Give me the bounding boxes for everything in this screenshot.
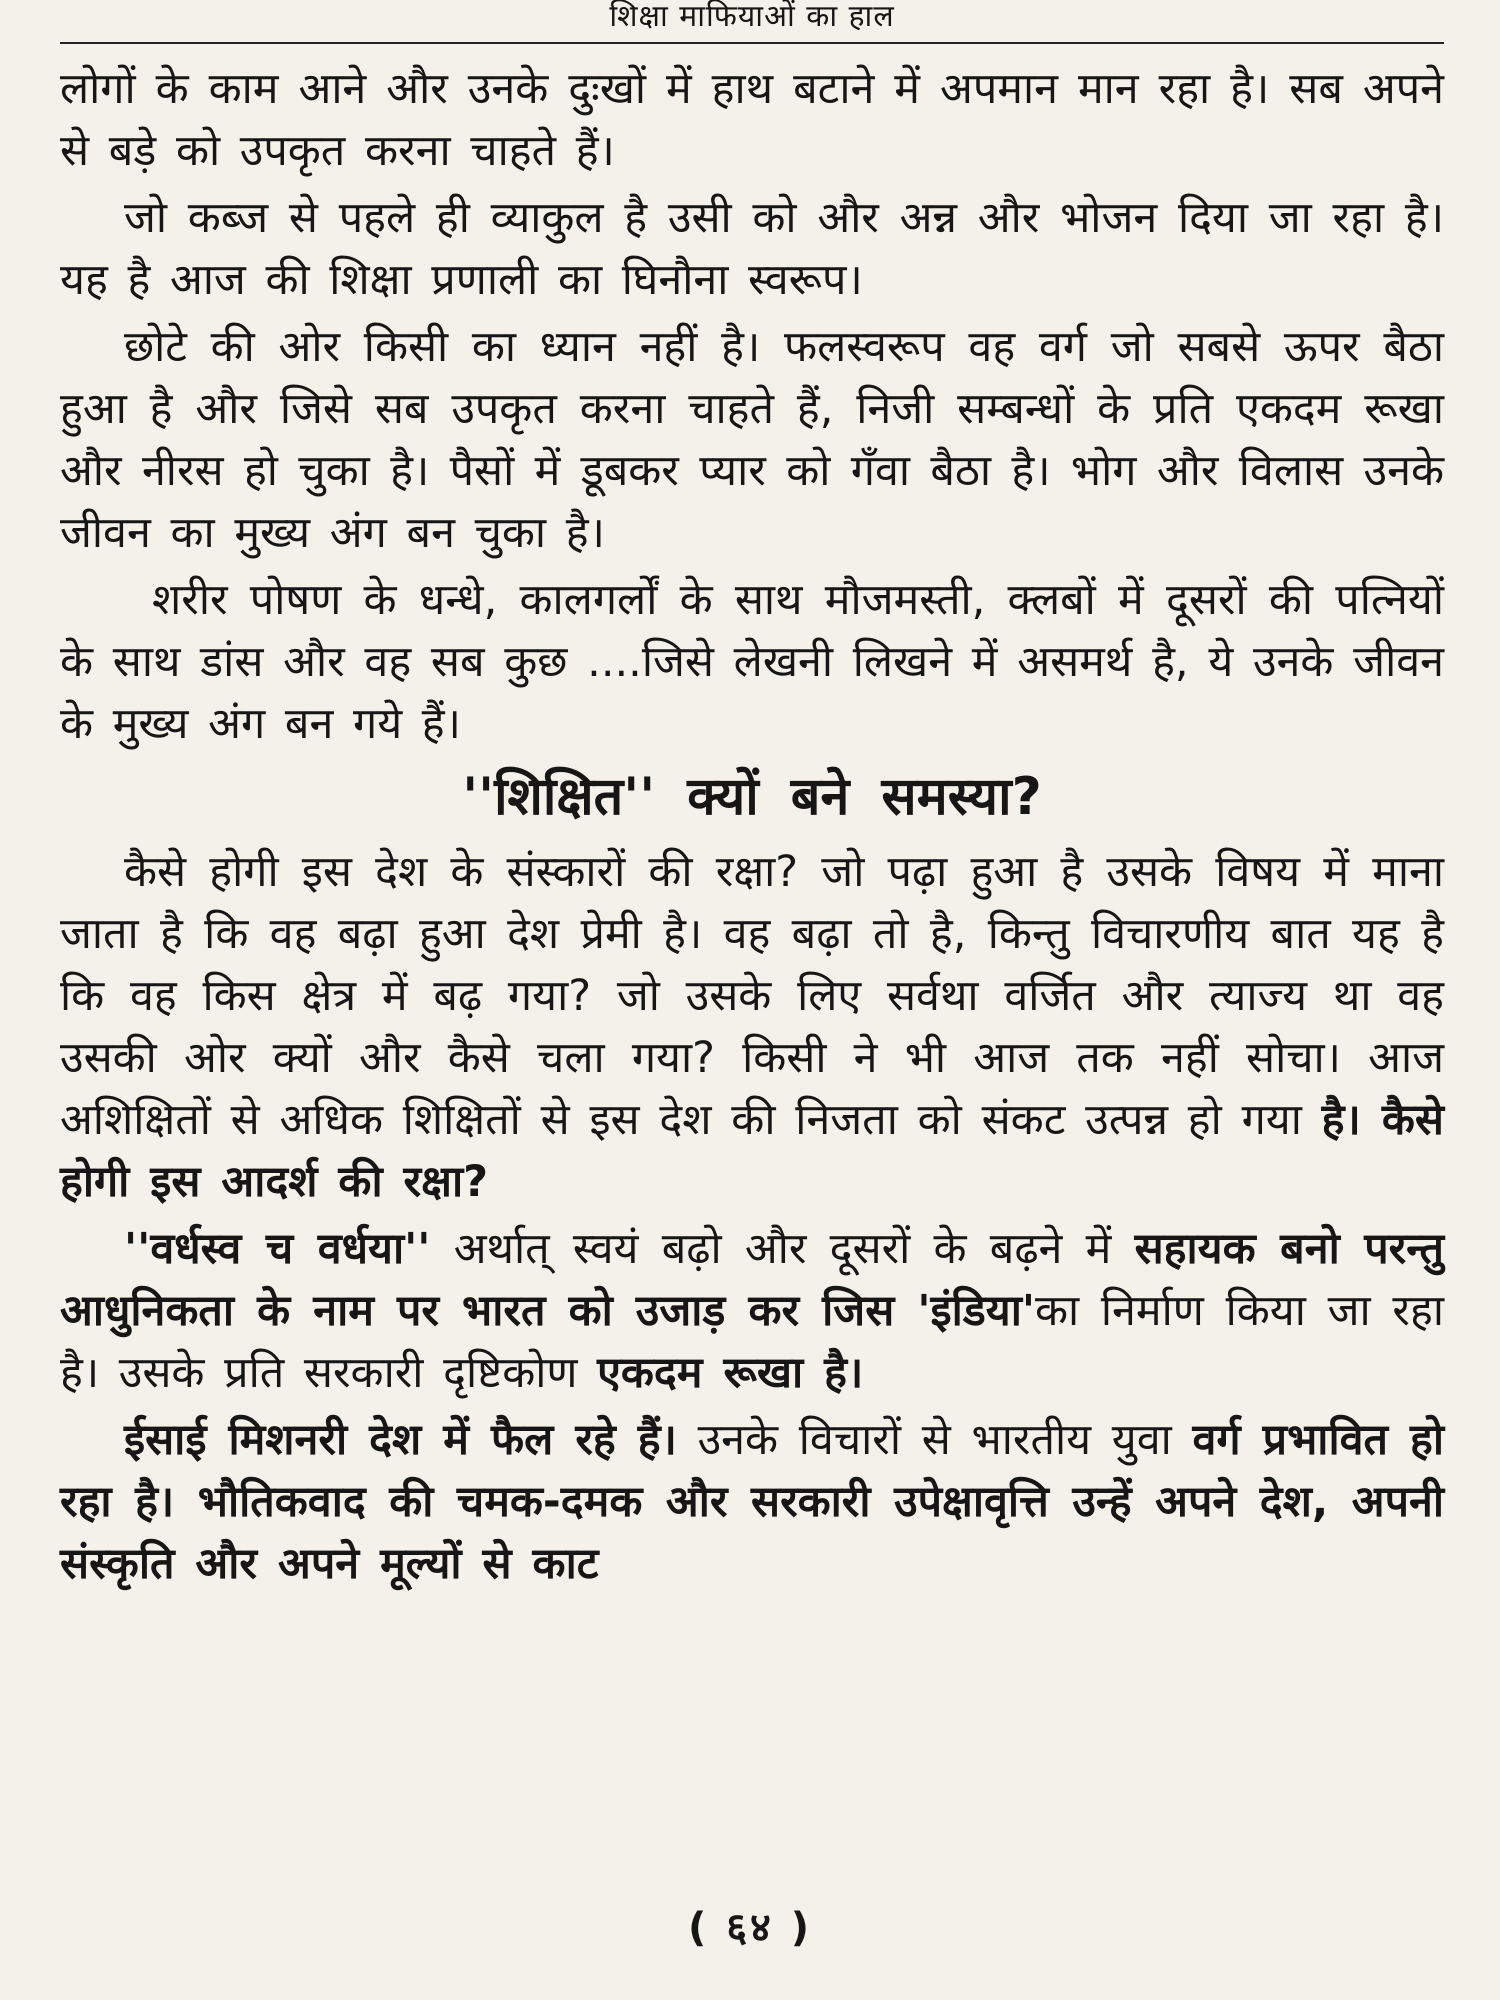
paragraph-5 bbox=[60, 841, 1444, 1213]
paragraph-7 bbox=[60, 1409, 1444, 1595]
paragraph-7-bold-2: वर्ग प्रभावित हो रहा है। भौतिकवाद की चमक-दमक और सरकारी उपेक्षावृत्ति उन्हें अपने देश, अपनी संस्कृति और अपने मूल्यों से काट bbox=[60, 1415, 1444, 1589]
india-term: 'इंडिया' bbox=[917, 1286, 1035, 1336]
sanskrit-quote: ''वर्धस्व च वर्धया'' bbox=[124, 1224, 431, 1274]
paragraph-6 bbox=[60, 1218, 1444, 1404]
paragraph-6-bold-1: सहायक बनो परन्तु आधुनिकता के नाम पर भारत को उजाड़ कर जिस bbox=[60, 1224, 1445, 1336]
page-number: ( ६४ ) bbox=[687, 1905, 812, 1951]
header-rule bbox=[60, 42, 1444, 44]
section-heading: ''शिक्षित'' क्यों बने समस्या? bbox=[462, 767, 1042, 827]
paragraph-6-bold-2: एकदम रूखा है। bbox=[597, 1348, 864, 1398]
paragraph-2: जो कब्ज से पहले ही व्याकुल है उसी को और अन्न और भोजन दिया जा रहा है। यह है आज की शिक्षा प्रणाली का घिनौना स्वरूप। bbox=[60, 193, 1444, 305]
paragraph-5-bold: है। कैसे होगी इस आदर्श की रक्षा? bbox=[60, 1095, 1444, 1207]
paragraph-6-text: अर्थात् स्वयं बढ़ो और दूसरों के बढ़ने में bbox=[430, 1224, 1135, 1274]
paragraph-7-bold-1: ईसाई मिशनरी देश में फैल रहे हैं। bbox=[124, 1415, 677, 1465]
paragraph-4: शरीर पोषण के धन्धे, कालगर्लों के साथ मौजमस्ती, क्लबों में दूसरों की पत्नियों के साथ डांस और वह सब कुछ ....जिसे लेखनी लिखने में असमर्थ है, ये उनके जीवन के मुख्य अंग बन गये हैं। bbox=[60, 575, 1444, 749]
paragraph-7-text: उनके विचारों से भारतीय युवा bbox=[676, 1415, 1193, 1465]
paragraph-1: लोगों के काम आने और उनके दुःखों में हाथ बटाने में अपमान मान रहा है। सब अपने से बड़े को उपकृत करना चाहते हैं। bbox=[60, 64, 1444, 176]
paragraph-3: छोटे की ओर किसी का ध्यान नहीं है। फलस्वरूप वह वर्ग जो सबसे ऊपर बैठा हुआ है और जिसे सब उपकृत करना चाहते हैं, निजी सम्बन्धों के प्रति एकदम रूखा और नीरस हो चुका है। पैसों में डूबकर प्यार को गँवा बैठा है। भोग और विलास उनके जीवन का मुख्य अंग बन चुका है। bbox=[60, 322, 1444, 558]
paragraph-6-text-2: का निर्माण किया जा रहा है। उसके प्रति सरकारी दृष्टिकोण bbox=[60, 1286, 1444, 1398]
running-header: शिक्षा माफियाओं का हाल bbox=[609, 0, 895, 34]
paragraph-5-text: कैसे होगी इस देश के संस्कारों की रक्षा? जो पढ़ा हुआ है उसके विषय में माना जाता है कि वह बढ़ा हुआ देश प्रेमी है। वह बढ़ा तो है, किन्तु विचारणीय बात यह है कि वह किस क्षेत्र में बढ़ गया? जो उसके लिए सर्वथा वर्जित और त्याज्य था वह उसकी ओर क्यों और कैसे चला गया? किसी ने भी आज तक नहीं सोचा। आज अशिक्षितों से अधिक शिक्षितों से इस देश की निजता को संकट उत्पन्न हो गया bbox=[60, 847, 1444, 1145]
